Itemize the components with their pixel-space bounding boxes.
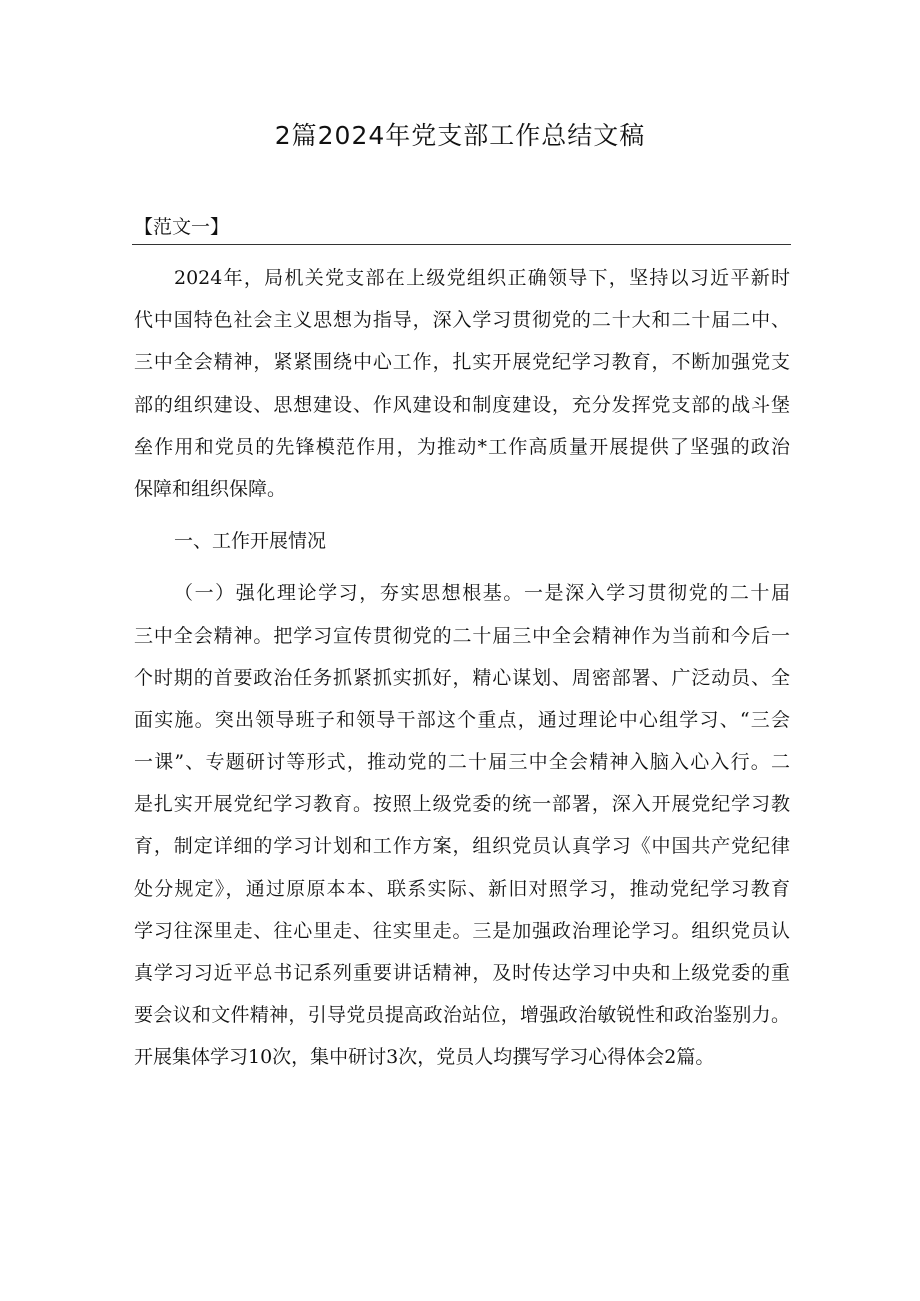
paragraph-line: 垒作用和党员的先锋模范作用，为推动*工作高质量开展提供了坚强的政治: [134, 435, 790, 458]
paragraph-line: 一课”、专题研讨等形式，推动党的二十届三中全会精神入脑入心入行。二: [134, 751, 790, 774]
paragraph-line: 保障和组织保障。: [134, 477, 287, 500]
section-heading-work: [134, 520, 790, 562]
paragraph-line: 真学习习近平总书记系列重要讲话精神，及时传达学习中央和上级党委的重: [134, 962, 790, 984]
section-heading: 一、工作开展情况: [174, 530, 327, 553]
paragraph-line: （一）强化理论学习，夯实思想根基。一是深入学习贯彻党的二十届: [174, 582, 790, 605]
paragraph-line: 开展集体学习10次，集中研讨3次，党员人均撰写学习心得体会2篇。: [134, 1046, 715, 1069]
paragraph-line: 代中国特色社会主义思想为指导，深入学习贯彻党的二十大和二十届二中、: [134, 309, 790, 332]
paragraph-line: 学习往深里走、往心里走、往实里走。三是加强政治理论学习。组织党员认: [134, 919, 790, 942]
paragraph-line: 部的组织建设、思想建设、作风建设和制度建设，充分发挥党支部的战斗堡: [134, 393, 790, 416]
paragraph-intro: [134, 257, 790, 510]
paragraph-line: 2024年，局机关党支部在上级党组织正确领导下，坚持以习近平新时: [174, 267, 790, 289]
paragraph-line: 要会议和文件精神，引导党员提高政治站位，增强政治敏锐性和政治鉴别力。: [134, 1004, 790, 1027]
paragraph-theory-study: [134, 572, 790, 1078]
section-label: 【范文一】: [134, 216, 230, 238]
paragraph-line: 三中全会精神，紧紧围绕中心工作，扎实开展党纪学习教育，不断加强党支: [134, 351, 790, 374]
paragraph-line: 三中全会精神。把学习宣传贯彻党的二十届三中全会精神作为当前和今后一: [134, 624, 790, 647]
document-body: [134, 257, 790, 1079]
paragraph-line: 面实施。突出领导班子和领导干部这个重点，通过理论中心组学习、“三会: [134, 708, 790, 731]
paragraph-line: 育，制定详细的学习计划和工作方案，组织党员认真学习《中国共产党纪律: [134, 835, 790, 858]
paragraph-line: 处分规定》，通过原原本本、联系实际、新旧对照学习，推动党纪学习教育: [134, 877, 790, 900]
paragraph-line: 个时期的首要政治任务抓紧抓实抓好，精心谋划、周密部署、广泛动员、全: [134, 666, 790, 689]
document-title: 2篇2024年党支部工作总结文稿: [274, 121, 646, 150]
section-divider: [132, 244, 791, 245]
paragraph-line: 是扎实开展党纪学习教育。按照上级党委的统一部署，深入开展党纪学习教: [134, 793, 790, 816]
